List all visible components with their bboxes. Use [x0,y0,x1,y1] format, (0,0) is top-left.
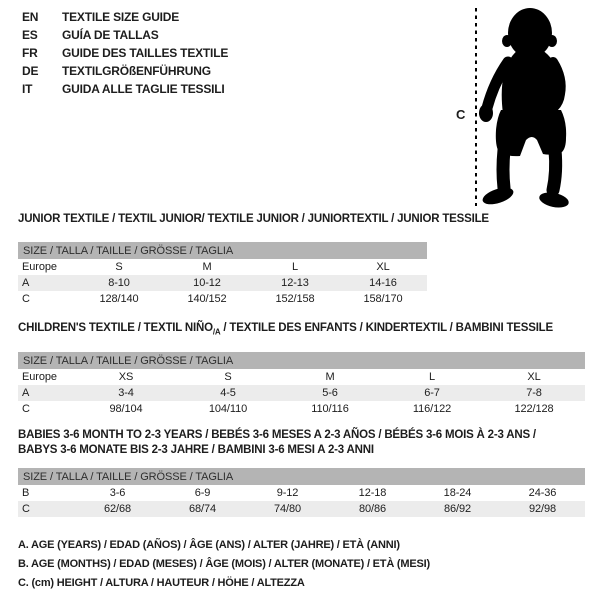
language-code: EN [22,10,39,24]
heading-line-2: BABYS 3-6 MONATE BIS 2-3 JAHRE / BAMBINI 3-6 MESI A 2-3 ANNI [18,444,374,456]
height-cell: 104/110 [208,403,248,415]
height-cell: 98/104 [109,403,143,415]
heading-subscript: /A [212,327,221,337]
height-cell: 140/152 [187,293,227,305]
language-code: ES [22,28,38,42]
junior-size-table [18,242,427,307]
age-cell: 14-16 [369,277,397,289]
size-table-header-bar: SIZE / TALLA / TAILLE / GRÖSSE / TAGLIA [18,468,585,485]
row-label: C [22,403,30,415]
language-row-de [22,62,228,80]
size-table-header-bar: SIZE / TALLA / TAILLE / GRÖSSE / TAGLIA [18,352,585,369]
footnote-c: C. (cm) HEIGHT / ALTURA / HAUTEUR / HÖHE / ALTEZZA [18,577,305,589]
height-cell: 68/74 [188,503,217,515]
age-cell: 12-13 [281,277,309,289]
height-cell: 86/92 [443,503,472,515]
age-cell: 10-12 [193,277,221,289]
months-cell: 18-24 [443,487,472,499]
heading-line-1: BABIES 3-6 MONTH TO 2-3 YEARS / BEBÉS 3-6 MESES A 2-3 AÑOS / BÉBÉS 3-6 MOIS À 2-3 ANS / [18,429,536,441]
language-code: DE [22,64,39,78]
heading-text: CHILDREN'S TEXTILE / TEXTIL NIÑO [18,322,213,334]
row-label: C [22,503,30,515]
language-row-it [22,80,228,98]
size-cell: S [224,371,232,383]
table-row [18,485,585,501]
size-cell: M [325,371,335,383]
height-cell: 62/68 [103,503,132,515]
table-row [18,275,427,291]
height-cell: 116/122 [412,403,452,415]
row-label: C [22,293,30,305]
language-code: FR [22,46,38,60]
language-legend [22,8,228,98]
months-cell: 9-12 [276,487,299,499]
baby-silhouette-graphic [440,0,600,215]
table-row [18,501,585,517]
language-title: TEXTILGRÖßENFÜHRUNG [62,64,211,78]
table-row [18,385,585,401]
height-cell: 74/80 [273,503,302,515]
table-row [18,369,585,385]
language-title: GUIDA ALLE TAGLIE TESSILI [62,82,225,96]
height-cell: 128/140 [99,293,139,305]
language-title: GUÍA DE TALLAS [62,28,159,42]
footnote-a: A. AGE (YEARS) / EDAD (AÑOS) / ÂGE (ANS) / ALTER (JAHRE) / ETÀ (ANNI) [18,539,400,551]
age-cell: 7-8 [526,387,542,399]
size-cell: L [428,371,436,383]
age-cell: 6-7 [424,387,440,399]
table-row [18,401,585,417]
size-cell: L [291,261,299,273]
language-row-en [22,8,228,26]
language-row-es [22,26,228,44]
baby-silhouette-icon [479,8,570,210]
table-row [18,259,427,275]
size-table-header-bar: SIZE / TALLA / TAILLE / GRÖSSE / TAGLIA [18,242,427,259]
footnotes [18,536,430,593]
height-cell: 110/116 [311,403,349,415]
language-title: TEXTILE SIZE GUIDE [62,10,180,24]
months-cell: 6-9 [194,487,211,499]
height-cell: 92/98 [528,503,557,515]
row-label: B [22,487,30,499]
age-cell: 5-6 [322,387,338,399]
months-cell: 12-18 [358,487,387,499]
height-cell: 80/86 [358,503,387,515]
table-row [18,291,427,307]
children-section-heading [18,321,553,339]
height-measure-label: C [456,107,466,122]
row-label: A [22,277,30,289]
size-cell: XL [376,261,390,273]
size-cell: XS [118,371,134,383]
junior-section-heading: JUNIOR TEXTILE / TEXTIL JUNIOR/ TEXTILE JUNIOR / JUNIORTEXTIL / JUNIOR TESSILE [18,213,489,225]
measurement-figure [440,0,600,215]
row-label: A [22,387,30,399]
babies-section-heading [18,428,536,458]
age-cell: 8-10 [108,277,130,289]
children-size-table [18,352,585,417]
height-cell: 122/128 [514,403,554,415]
row-label: Europe [22,371,57,383]
height-cell: 158/170 [363,293,403,305]
language-code: IT [22,82,33,96]
height-cell: 152/158 [275,293,315,305]
months-cell: 24-36 [528,487,557,499]
months-cell: 3-6 [109,487,126,499]
size-cell: XL [527,371,541,383]
age-cell: 3-4 [118,387,134,399]
age-cell: 4-5 [220,387,236,399]
size-cell: S [115,261,123,273]
language-title: GUIDE DES TAILLES TEXTILE [62,46,229,60]
row-label: Europe [22,261,57,273]
babies-size-table [18,468,585,517]
language-row-fr [22,44,228,62]
footnote-b: B. AGE (MONTHS) / EDAD (MESES) / ÂGE (MOIS) / ALTER (MONATE) / ETÀ (MESI) [18,558,430,570]
size-cell: M [202,261,212,273]
heading-text: / TEXTILE DES ENFANTS / KINDERTEXTIL / BAMBINI TESSILE [220,322,553,334]
